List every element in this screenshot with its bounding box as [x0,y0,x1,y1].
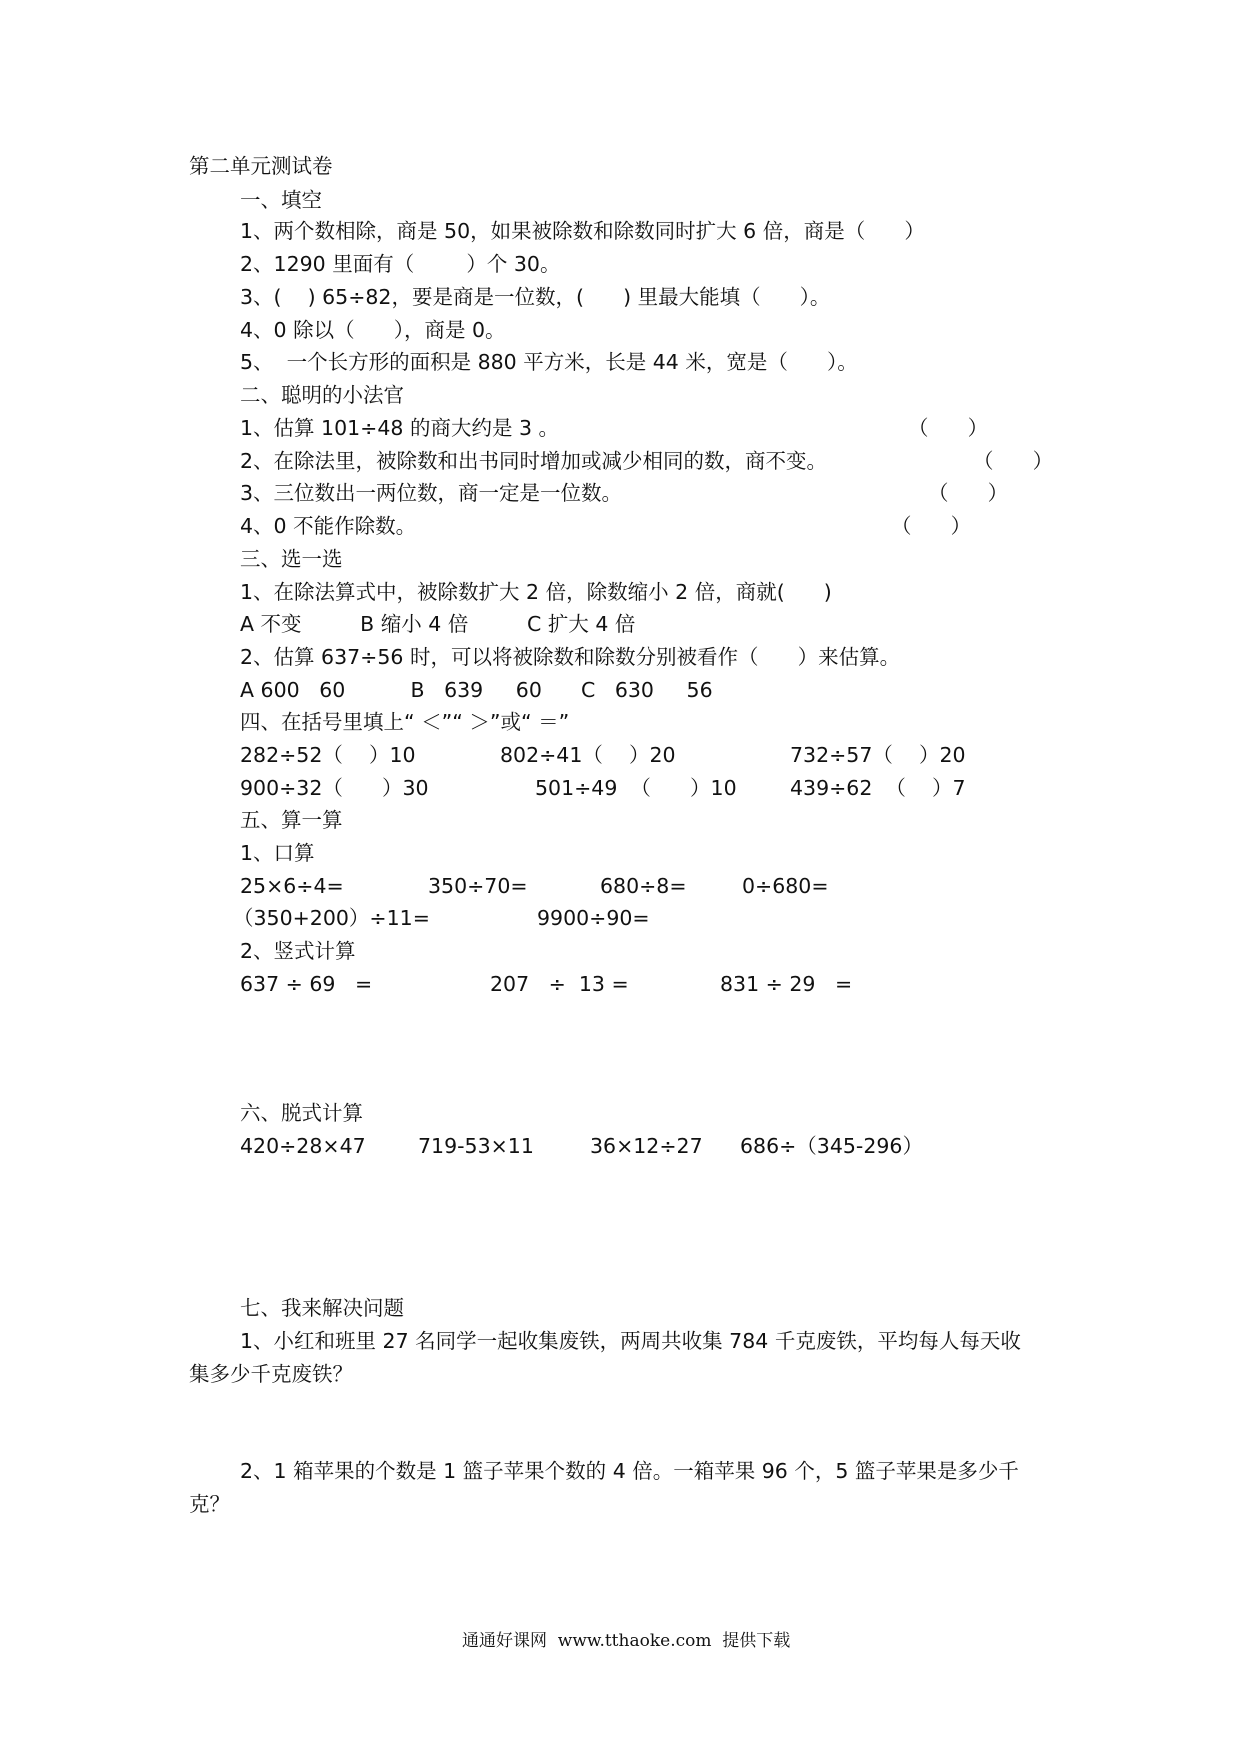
judge-question-3: 3、三位数出一两位数，商一定是一位数。 [240,481,623,505]
fill-blank-question-2: 2、1290 里面有（ ）个 30。 [240,252,561,276]
vertical-calc-item: 637 ÷ 69 = [240,972,373,996]
judge-answer-paren-4: （ ） [891,514,972,538]
word-problem-2-line-1: 2、1 箱苹果的个数是 1 篮子苹果个数的 4 倍。一箱苹果 96 个，5 篮子苹果是多少千 [240,1459,1019,1483]
choice-question-2-options: A 600 60 B 639 60 C 630 56 [240,678,713,702]
section-7-heading: 七、我来解决问题 [240,1296,404,1320]
fill-blank-question-1: 1、两个数相除，商是 50，如果被除数和除数同时扩大 6 倍，商是（ ） [240,219,925,243]
vertical-calc-item: 207 ÷ 13 = [490,972,629,996]
word-problem-2-line-2: 克？ [189,1492,230,1516]
compare-item: 282÷52（ ）10 [240,743,416,767]
stepwise-calc-item: 719-53×11 [418,1134,534,1158]
choice-question-2: 2、估算 637÷56 时，可以将被除数和除数分别被看作（ ）来估算。 [240,645,901,669]
section-4-heading: 四、在括号里填上“ ＜”“ ＞”或“ ＝” [240,710,570,734]
section-2-heading: 二、聪明的小法官 [240,383,404,407]
judge-answer-paren-2: （ ） [973,449,1054,473]
compare-item: 732÷57（ ）20 [790,743,966,767]
section-1-heading: 一、填空 [240,188,322,212]
judge-answer-paren-3: （ ） [928,481,1009,505]
oral-calc-subheading: 1、口算 [240,841,315,865]
oral-calc-item: 9900÷90= [537,906,650,930]
fill-blank-question-3: 3、( ) 65÷82，要是商是一位数，( ) 里最大能填（ ）。 [240,285,831,309]
footer-download-note: 通通好课网 www.tthaoke.com 提供下载 [462,1631,791,1651]
word-problem-1-line-1: 1、小红和班里 27 名同学一起收集废铁，两周共收集 784 千克废铁，平均每人每天收 [240,1329,1021,1353]
stepwise-calc-item: 686÷（345-296） [740,1134,923,1158]
oral-calc-item: 680÷8= [600,874,687,898]
compare-item: 900÷32（ ）30 [240,776,429,800]
oral-calc-item: （350+200）÷11= [233,906,430,930]
judge-question-4: 4、0 不能作除数。 [240,514,417,538]
judge-answer-paren-1: （ ） [908,416,989,440]
judge-question-2: 2、在除法里，被除数和出书同时增加或减少相同的数，商不变。 [240,449,828,473]
vertical-calc-item: 831 ÷ 29 = [720,972,853,996]
compare-item: 501÷49 （ ）10 [535,776,737,800]
section-3-heading: 三、选一选 [240,547,343,571]
oral-calc-item: 25×6÷4= [240,874,344,898]
stepwise-calc-item: 36×12÷27 [590,1134,703,1158]
choice-question-1: 1、在除法算式中，被除数扩大 2 倍，除数缩小 2 倍，商就( ) [240,580,832,604]
word-problem-1-line-2: 集多少千克废铁？ [189,1362,353,1386]
compare-item: 802÷41（ ）20 [500,743,676,767]
compare-item: 439÷62 （ ）7 [790,776,966,800]
section-6-heading: 六、脱式计算 [240,1101,363,1125]
stepwise-calc-item: 420÷28×47 [240,1134,366,1158]
vertical-calc-subheading: 2、竖式计算 [240,939,356,963]
choice-question-1-options: A 不变 B 缩小 4 倍 C 扩大 4 倍 [240,612,636,636]
oral-calc-item: 350÷70= [428,874,528,898]
page-title: 第二单元测试卷 [189,154,333,178]
section-5-heading: 五、算一算 [240,808,343,832]
fill-blank-question-5: 5、 一个长方形的面积是 880 平方米，长是 44 米，宽是（ ）。 [240,350,858,374]
fill-blank-question-4: 4、0 除以（ ），商是 0。 [240,318,506,342]
oral-calc-item: 0÷680= [742,874,829,898]
judge-question-1: 1、估算 101÷48 的商大约是 3 。 [240,416,560,440]
